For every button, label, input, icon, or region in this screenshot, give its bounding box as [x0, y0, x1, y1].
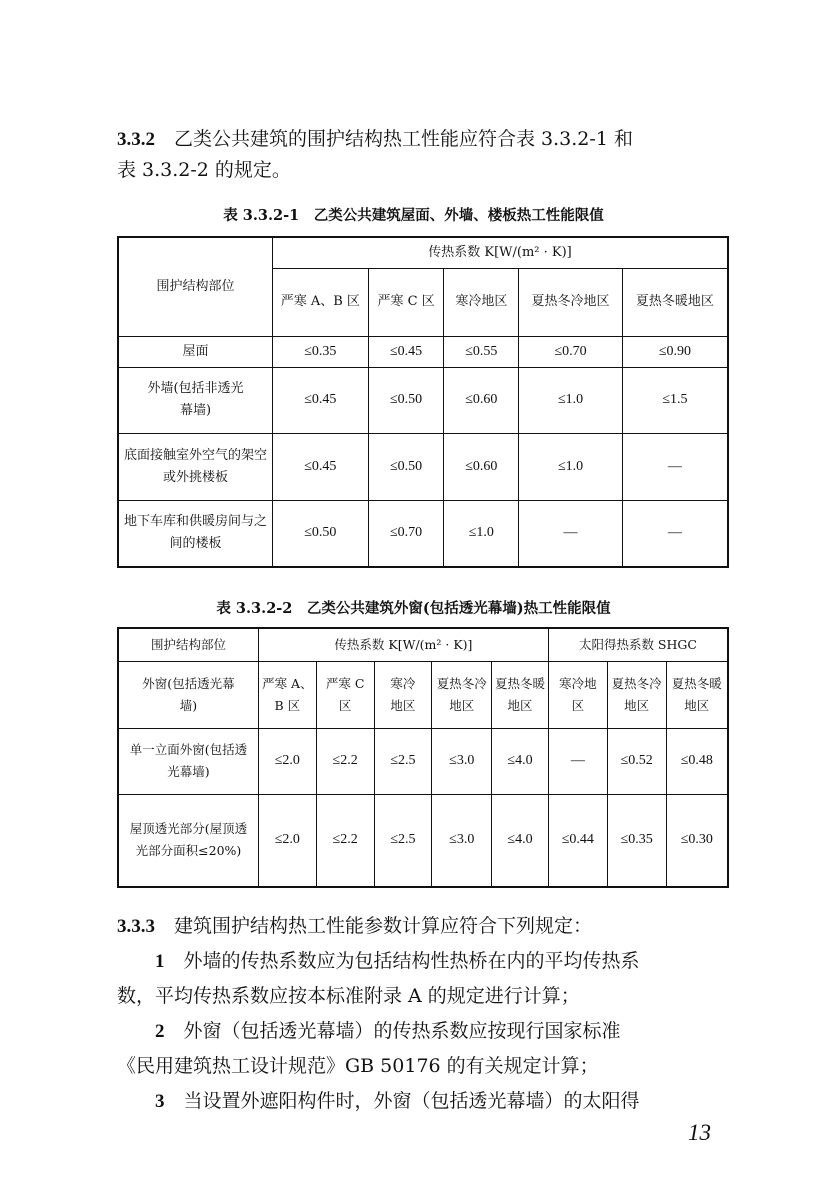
table1-zone-header: 严寒 C 区: [368, 268, 444, 336]
table1-corner: 围护结构部位: [118, 237, 272, 336]
table-cell: —: [622, 433, 728, 500]
section-text: 建筑围护结构热工性能参数计算应符合下列规定：: [174, 915, 593, 937]
table2: [117, 627, 729, 888]
table-cell: ≤1.0: [519, 367, 623, 433]
table-cell: ≤3.0: [432, 794, 492, 887]
section-number: 3.3.2: [117, 129, 155, 150]
table-cell: ≤4.0: [492, 728, 549, 794]
table-cell: ≤0.48: [666, 728, 728, 794]
table-cell: ≤2.5: [374, 794, 432, 887]
table-cell: —: [519, 500, 623, 567]
item-text: 当设置外遮阳构件时，外窗（包括透光幕墙）的太阳得: [183, 1090, 640, 1112]
item-number: 2: [155, 1021, 165, 1042]
table-cell: ≤2.2: [316, 794, 374, 887]
item-number: 3: [155, 1091, 165, 1112]
table-cell: —: [622, 500, 728, 567]
item-text: 外窗（包括透光幕墙）的传热系数应按现行国家标准: [183, 1020, 621, 1042]
section-text: 乙类公共建筑的围护结构热工性能应符合表 3.3.2-1 和: [174, 128, 633, 150]
list-item: [117, 1014, 732, 1049]
item-number: 1: [155, 951, 165, 972]
table-cell: ≤2.2: [316, 728, 374, 794]
table-cell: ≤0.60: [444, 433, 519, 500]
page-number: 13: [688, 1120, 711, 1145]
table-cell: ≤0.45: [368, 336, 444, 367]
table1-zone-header: 严寒 A、B 区: [272, 268, 368, 336]
table2-corner: 围护结构部位: [118, 628, 258, 661]
table-row: [118, 728, 728, 794]
table1-part: 底面接触室外空气的架空或外挑楼板: [118, 433, 272, 500]
section-3-3-2: [117, 124, 732, 185]
table2-group-k: 传热系数 K[W/(m² · K)]: [258, 628, 548, 661]
item-text: 外墙的传热系数应为包括结构性热桥在内的平均传热系: [183, 950, 640, 972]
table1-part: 地下车库和供暖房间与之间的楼板: [118, 500, 272, 567]
table-row: [118, 367, 728, 433]
table1-zone-header: 夏热冬暖地区: [622, 268, 728, 336]
table-row: [118, 336, 728, 367]
table2-caption: 表 3.3.2-2 乙类公共建筑外窗(包括透光幕墙)热工性能限值: [216, 600, 611, 617]
table1: [117, 236, 729, 568]
table-cell: ≤2.0: [258, 728, 316, 794]
table-cell: ≤0.35: [272, 336, 368, 367]
table-cell: ≤0.35: [607, 794, 666, 887]
section-number: 3.3.3: [117, 916, 155, 937]
table2-group-shgc: 太阳得热系数 SHGC: [548, 628, 728, 661]
table-cell: ≤1.0: [519, 433, 623, 500]
table1-group-header: 传热系数 K[W/(m² · K)]: [272, 237, 728, 268]
table-cell: ≤0.44: [548, 794, 607, 887]
table1-zone-header: 夏热冬冷地区: [519, 268, 623, 336]
table-cell: ≤0.52: [607, 728, 666, 794]
table-row: [118, 433, 728, 500]
table-cell: ≤0.60: [444, 367, 519, 433]
table-cell: ≤2.5: [374, 728, 432, 794]
table1-caption: 表 3.3.2-1 乙类公共建筑屋面、外墙、楼板热工性能限值: [223, 207, 604, 224]
table-cell: ≤4.0: [492, 794, 549, 887]
section-3-3-3: [117, 909, 732, 1119]
table2-zone-header: 严寒 A、B 区: [258, 661, 316, 728]
table-cell: ≤1.0: [444, 500, 519, 567]
section-text-cont: 表 3.3.2-2 的规定。: [117, 159, 291, 181]
table-cell: ≤0.30: [666, 794, 728, 887]
table-cell: ≤2.0: [258, 794, 316, 887]
table-cell: ≤3.0: [432, 728, 492, 794]
table-cell: ≤0.70: [368, 500, 444, 567]
table-cell: ≤0.50: [368, 367, 444, 433]
table-cell: ≤0.70: [519, 336, 623, 367]
table2-zone-header: 严寒 C 区: [316, 661, 374, 728]
item-text-cont: 《民用建筑热工设计规范》GB 50176 的有关规定计算；: [117, 1055, 599, 1077]
item-text-cont: 数，平均传热系数应按本标准附录 A 的规定进行计算；: [117, 985, 580, 1007]
table-cell: ≤0.50: [368, 433, 444, 500]
table-row: [118, 794, 728, 887]
table-cell: —: [548, 728, 607, 794]
table2-zone-header: 寒冷地区: [374, 661, 432, 728]
table2-zone-header: 夏热冬冷地区: [607, 661, 666, 728]
list-item: [117, 1084, 732, 1119]
table1-zone-header: 寒冷地区: [444, 268, 519, 336]
table2-zone-header: 夏热冬冷地区: [432, 661, 492, 728]
table-row: [118, 500, 728, 567]
table2-row-label: 外窗(包括透光幕墙): [118, 661, 258, 728]
table1-part: 屋面: [118, 336, 272, 367]
table2-zone-header: 寒冷地区: [548, 661, 607, 728]
table2-zone-header: 夏热冬暖地区: [666, 661, 728, 728]
table1-part: 外墙(包括非透光幕墙): [118, 367, 272, 433]
table2-zone-header: 夏热冬暖地区: [492, 661, 549, 728]
table-cell: ≤0.50: [272, 500, 368, 567]
table2-part: 屋顶透光部分(屋顶透光部分面积≤20%): [118, 794, 258, 887]
table-cell: ≤1.5: [622, 367, 728, 433]
list-item: [117, 944, 732, 979]
table-cell: ≤0.45: [272, 433, 368, 500]
table-cell: ≤0.90: [622, 336, 728, 367]
table-cell: ≤0.55: [444, 336, 519, 367]
table2-part: 单一立面外窗(包括透光幕墙): [118, 728, 258, 794]
table-cell: ≤0.45: [272, 367, 368, 433]
